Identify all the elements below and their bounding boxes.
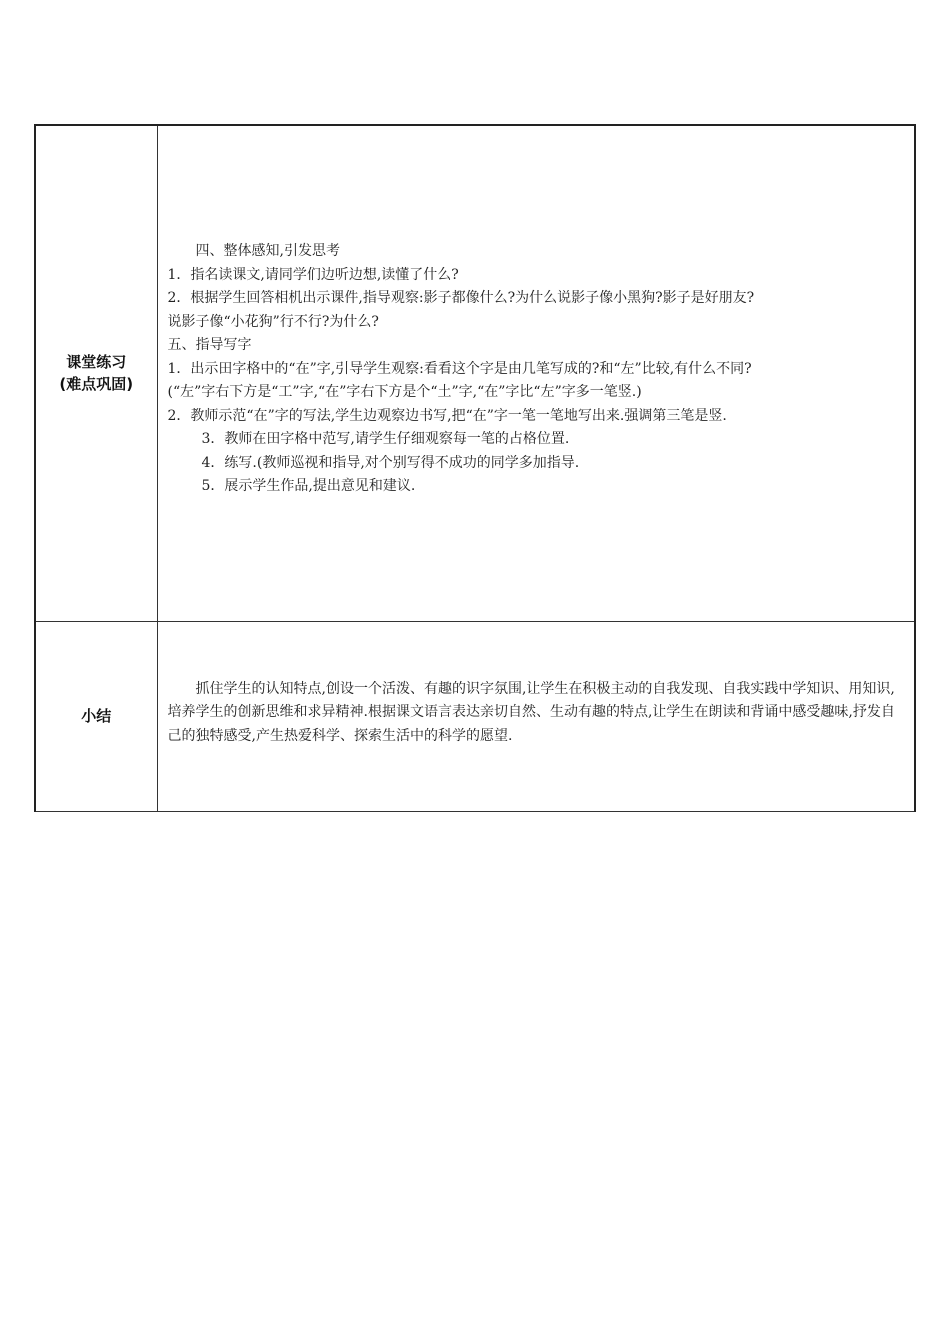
- writing-line-4: 4．练写.(教师巡视和指导,对个别写得不成功的同学多加指导.: [201, 454, 580, 471]
- summary-label: 小结: [81, 707, 112, 725]
- practice-line-1: 1．指名读课文,请同学们边听边想,读懂了什么?: [167, 266, 459, 283]
- practice-label-title: 课堂练习: [66, 353, 127, 372]
- section-heading-4: 四、整体感知,引发思考: [195, 243, 340, 259]
- practice-line-2-cont: 说影子像“小花狗”行不行?为什么?: [167, 313, 379, 330]
- lesson-plan-table: [34, 124, 916, 812]
- writing-line-2: 2．教师示范“在”字的写法,学生边观察边书写,把“在”字一笔一笔地写出来.强调第三笔是竖.: [167, 407, 727, 424]
- section-heading-5: 五、指导写字: [167, 337, 252, 353]
- practice-line-2: 2．根据学生回答相机出示课件,指导观察:影子都像什么?为什么说影子像小黑狗?影子是好朋友?: [167, 290, 755, 306]
- writing-line-1: 1．出示田字格中的“在”字,引导学生观察:看看这个字是由几笔写成的?和“左”比较,有什么不同?: [167, 360, 752, 377]
- writing-line-1-cont: (“左”字右下方是“工”字,“在”字右下方是个“土”字,“在”字比“左”字多一笔竖.): [167, 384, 642, 400]
- summary-label-cell: [35, 621, 157, 811]
- practice-label-cell: [35, 125, 157, 621]
- summary-content-cell: [157, 621, 915, 811]
- summary-paragraph: 抓住学生的认知特点,创设一个活泼、有趣的识字氛围,让学生在积极主动的自我发现、自我实践中学知识、用知识,培养学生的创新思维和求异精神.根据课文语言表达亲切自然、生动有趣的特点,让学生在朗读和背诵中感受趣味,抒发自己的独特感受,产生热爱科学、探索生活中的科学的愿望.: [167, 680, 895, 744]
- practice-row: [35, 125, 915, 621]
- writing-line-3: 3．教师在田字格中范写,请学生仔细观察每一笔的占格位置.: [201, 431, 570, 447]
- practice-label-subtitle: (难点巩固): [59, 375, 134, 394]
- summary-row: [35, 621, 915, 811]
- practice-content: [168, 240, 907, 499]
- writing-line-5: 5．展示学生作品,提出意见和建议.: [201, 478, 416, 494]
- practice-content-cell: [157, 125, 915, 621]
